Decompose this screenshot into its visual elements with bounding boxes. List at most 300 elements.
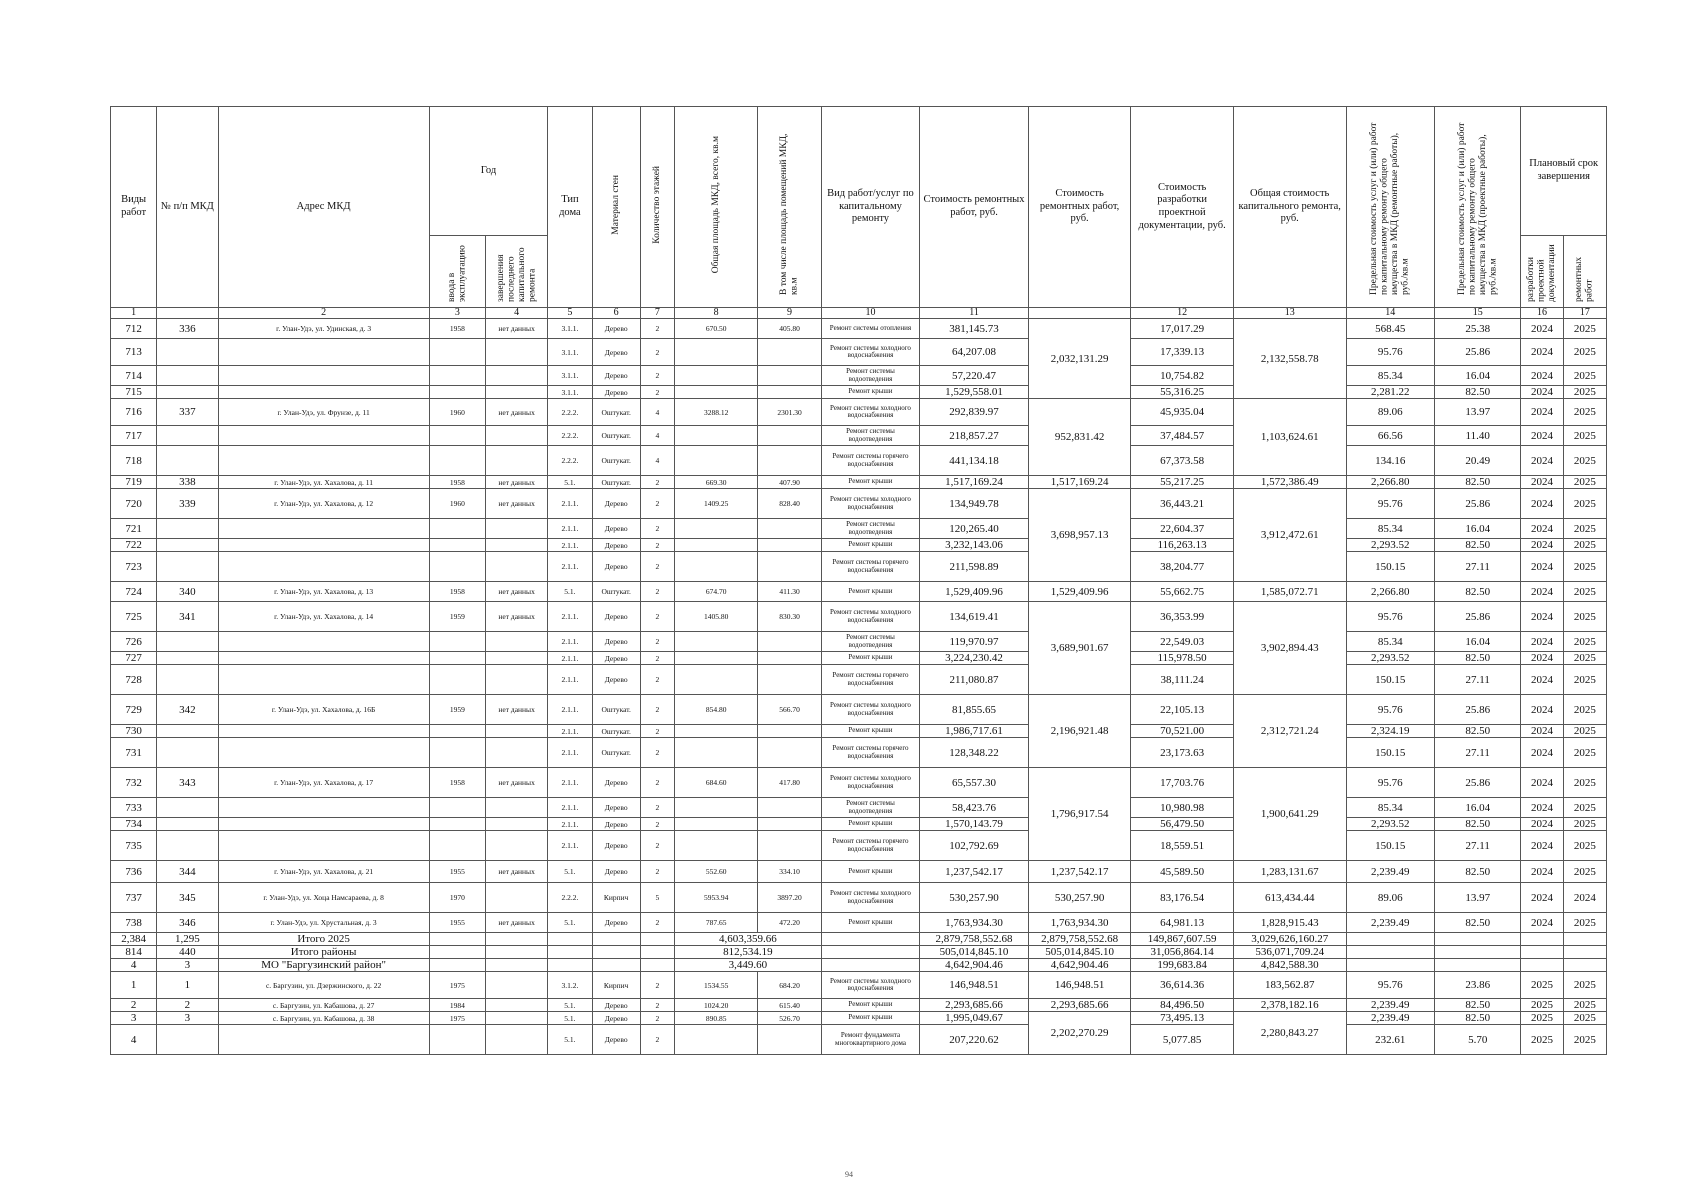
column-number: 12	[1131, 308, 1234, 319]
table-cell: Оштукат.	[592, 446, 640, 476]
table-cell: 1409.25	[674, 489, 757, 519]
table-cell	[157, 818, 218, 831]
table-row	[111, 665, 1607, 695]
table-cell: 530,257.90	[920, 883, 1029, 913]
table-cell: 417.80	[758, 768, 821, 798]
table-cell: 45,935.04	[1131, 399, 1234, 426]
table-cell: Дерево	[592, 602, 640, 632]
totals-label: Итого 2025	[218, 933, 429, 946]
table-cell: Ремонт системы холодного водоснабжения	[821, 883, 920, 913]
table-cell: 1,828,915.43	[1233, 913, 1346, 933]
table-cell: 2025	[1563, 818, 1606, 831]
header-srok-rem: ремонтных работ	[1563, 236, 1606, 308]
table-cell: 119,970.97	[920, 632, 1029, 652]
table-cell: 95.76	[1346, 768, 1434, 798]
table-cell	[758, 738, 821, 768]
table-cell	[674, 725, 757, 738]
table-cell: 2024	[1521, 913, 1563, 933]
table-cell: Ремонт крыши	[821, 386, 920, 399]
table-cell: 732	[111, 768, 157, 798]
table-cell: 85.34	[1346, 798, 1434, 818]
table-cell	[157, 798, 218, 818]
column-number: 11	[920, 308, 1029, 319]
table-cell: 2	[640, 999, 674, 1012]
table-row	[111, 768, 1607, 798]
table-cell: 2.1.1.	[548, 695, 592, 725]
table-cell	[674, 519, 757, 539]
table-cell	[157, 386, 218, 399]
table-cell: 2024	[1521, 768, 1563, 798]
table-cell: 2024	[1521, 725, 1563, 738]
totals-row	[111, 933, 1607, 946]
table-cell: 2025	[1563, 1025, 1606, 1055]
table-cell: нет данных	[485, 695, 547, 725]
table-row	[111, 602, 1607, 632]
table-cell: Дерево	[592, 999, 640, 1012]
table-cell: Ремонт крыши	[821, 818, 920, 831]
table-cell	[218, 725, 429, 738]
table-cell	[758, 725, 821, 738]
table-cell: 2024	[1521, 602, 1563, 632]
table-cell: Ремонт системы холодного водоснабжения	[821, 695, 920, 725]
table-row	[111, 399, 1607, 426]
table-row	[111, 339, 1607, 366]
table-row	[111, 552, 1607, 582]
table-cell	[157, 446, 218, 476]
table-cell: 82.50	[1434, 1012, 1520, 1025]
table-cell: Дерево	[592, 632, 640, 652]
column-number: 5	[548, 308, 592, 319]
table-cell: 5.1.	[548, 582, 592, 602]
table-cell: Дерево	[592, 1025, 640, 1055]
column-number: 6	[592, 308, 640, 319]
table-cell: 2.2.2.	[548, 426, 592, 446]
table-cell	[674, 386, 757, 399]
table-cell: 336	[157, 319, 218, 339]
table-cell: 2,239.49	[1346, 999, 1434, 1012]
table-cell: Ремонт крыши	[821, 652, 920, 665]
table-cell: 2.1.1.	[548, 665, 592, 695]
table-cell: 1	[157, 972, 218, 999]
table-cell: с. Баргузин, ул. Кабашова, д. 27	[218, 999, 429, 1012]
totals-empty	[548, 933, 592, 946]
table-cell: 2	[640, 1025, 674, 1055]
table-cell: 2	[640, 768, 674, 798]
table-cell: 89.06	[1346, 399, 1434, 426]
table-cell: 292,839.97	[920, 399, 1029, 426]
totals-total: 536,071,709.24	[1233, 946, 1346, 959]
table-row	[111, 883, 1607, 913]
table-cell: 1,570,143.79	[920, 818, 1029, 831]
table-cell: 735	[111, 831, 157, 861]
table-cell: 218,857.27	[920, 426, 1029, 446]
table-cell	[429, 519, 485, 539]
table-cell: 13.97	[1434, 883, 1520, 913]
table-cell	[674, 798, 757, 818]
table-cell	[218, 386, 429, 399]
table-cell: 1959	[429, 695, 485, 725]
table-cell: 1,283,131.67	[1233, 861, 1346, 883]
table-cell: 27.11	[1434, 738, 1520, 768]
totals-total: 3,029,626,160.27	[1233, 933, 1346, 946]
table-cell: 2.1.1.	[548, 831, 592, 861]
table-cell	[157, 519, 218, 539]
table-cell: 2025	[1563, 695, 1606, 725]
table-cell: 2.1.1.	[548, 652, 592, 665]
table-cell: 2025	[1563, 1012, 1606, 1025]
table-cell: 2024	[1521, 665, 1563, 695]
table-cell: 1,572,386.49	[1233, 476, 1346, 489]
table-cell: 1958	[429, 582, 485, 602]
table-cell: 411.30	[758, 582, 821, 602]
table-cell: 1960	[429, 399, 485, 426]
table-cell: 207,220.62	[920, 1025, 1029, 1055]
table-cell: 2	[111, 999, 157, 1012]
table-cell	[485, 552, 547, 582]
totals-empty	[429, 959, 485, 972]
column-number-row	[111, 308, 1607, 319]
column-number: 9	[758, 308, 821, 319]
table-cell	[429, 652, 485, 665]
table-cell: 150.15	[1346, 831, 1434, 861]
table-cell	[485, 446, 547, 476]
totals-empty	[548, 946, 592, 959]
table-cell: 102,792.69	[920, 831, 1029, 861]
table-cell: 27.11	[1434, 665, 1520, 695]
totals-area: 812,534.19	[674, 946, 821, 959]
table-cell	[429, 539, 485, 552]
table-cell: 3.1.1.	[548, 366, 592, 386]
totals-area: 3,449.60	[674, 959, 821, 972]
table-cell: 18,559.51	[1131, 831, 1234, 861]
table-cell	[157, 632, 218, 652]
table-cell	[674, 831, 757, 861]
table-cell: Ремонт системы горячего водоснабжения	[821, 738, 920, 768]
table-cell: 2025	[1521, 972, 1563, 999]
table-cell	[157, 652, 218, 665]
table-cell: Дерево	[592, 818, 640, 831]
table-cell: 84,496.50	[1131, 999, 1234, 1012]
table-cell: 2025	[1563, 913, 1606, 933]
table-cell: 2	[640, 386, 674, 399]
table-cell: 613,434.44	[1233, 883, 1346, 913]
table-cell: 17,017.29	[1131, 319, 1234, 339]
table-cell: 2,032,131.29	[1028, 319, 1131, 399]
table-cell: 3,912,472.61	[1233, 489, 1346, 582]
table-cell: г. Улан-Удэ, ул. Хахалова, д. 11	[218, 476, 429, 489]
table-cell	[485, 426, 547, 446]
totals-proekt: 199,683.84	[1131, 959, 1234, 972]
table-cell: 340	[157, 582, 218, 602]
totals-empty	[640, 946, 674, 959]
table-cell: 95.76	[1346, 602, 1434, 632]
table-cell: Оштукат.	[592, 725, 640, 738]
table-cell: 381,145.73	[920, 319, 1029, 339]
totals-area: 4,603,359.66	[674, 933, 821, 946]
table-row	[111, 725, 1607, 738]
table-cell: 730	[111, 725, 157, 738]
table-cell: 2	[640, 738, 674, 768]
table-cell: 1970	[429, 883, 485, 913]
table-row	[111, 738, 1607, 768]
table-cell: Дерево	[592, 1012, 640, 1025]
table-cell: 2024	[1521, 366, 1563, 386]
table-cell: 669.30	[674, 476, 757, 489]
table-cell: 89.06	[1346, 883, 1434, 913]
header-tip-doma: Тип дома	[548, 107, 592, 308]
table-cell	[674, 665, 757, 695]
table-cell: 2	[640, 665, 674, 695]
table-cell: 2024	[1521, 446, 1563, 476]
totals-empty	[1434, 946, 1520, 959]
table-cell	[157, 366, 218, 386]
table-cell: 11.40	[1434, 426, 1520, 446]
capital-repair-table	[110, 106, 1607, 1055]
table-row	[111, 489, 1607, 519]
table-cell: 17,339.13	[1131, 339, 1234, 366]
table-cell: 552.60	[674, 861, 757, 883]
totals-empty	[548, 959, 592, 972]
table-cell	[674, 339, 757, 366]
table-cell	[218, 426, 429, 446]
table-cell: 57,220.47	[920, 366, 1029, 386]
table-cell: 441,134.18	[920, 446, 1029, 476]
table-cell: Ремонт крыши	[821, 861, 920, 883]
table-cell: 82.50	[1434, 913, 1520, 933]
table-row	[111, 913, 1607, 933]
table-cell	[758, 366, 821, 386]
table-cell	[429, 552, 485, 582]
table-body	[111, 308, 1607, 1055]
table-cell: 211,080.87	[920, 665, 1029, 695]
table-cell: 36,614.36	[1131, 972, 1234, 999]
table-cell: 1,237,542.17	[1028, 861, 1131, 883]
table-cell: 2,293.52	[1346, 818, 1434, 831]
table-cell	[157, 665, 218, 695]
table-cell: 717	[111, 426, 157, 446]
table-cell: 2024	[1521, 738, 1563, 768]
column-number: 3	[429, 308, 485, 319]
table-cell: 5	[640, 883, 674, 913]
table-cell: 1534.55	[674, 972, 757, 999]
totals-empty	[1563, 946, 1606, 959]
column-number: 7	[640, 308, 674, 319]
table-cell: 2	[640, 1012, 674, 1025]
table-cell: Ремонт системы горячего водоснабжения	[821, 665, 920, 695]
table-cell: 2024	[1521, 652, 1563, 665]
table-cell	[157, 831, 218, 861]
table-cell	[157, 725, 218, 738]
table-cell: 719	[111, 476, 157, 489]
table-cell: 2.1.1.	[548, 552, 592, 582]
totals-empty	[485, 946, 547, 959]
table-cell: 4	[111, 1025, 157, 1055]
table-cell: 684.60	[674, 768, 757, 798]
table-cell: 66.56	[1346, 426, 1434, 446]
table-cell: 5,077.85	[1131, 1025, 1234, 1055]
table-cell: 3.1.1.	[548, 319, 592, 339]
table-cell: 2025	[1563, 632, 1606, 652]
table-cell: Оштукат.	[592, 399, 640, 426]
table-cell: Кирпич	[592, 972, 640, 999]
table-cell: 2024	[1521, 319, 1563, 339]
table-cell	[429, 798, 485, 818]
header-etazhey: Количество этажей	[640, 107, 674, 308]
table-cell: 2,293,685.66	[920, 999, 1029, 1012]
header-material: Материал стен	[592, 107, 640, 308]
table-cell: 2	[640, 861, 674, 883]
table-cell: 16.04	[1434, 798, 1520, 818]
table-cell: 2025	[1563, 539, 1606, 552]
table-cell: с. Баргузин, ул. Кабашова, д. 38	[218, 1012, 429, 1025]
table-cell: 684.20	[758, 972, 821, 999]
totals-rem: 505,014,845.10	[920, 946, 1029, 959]
table-row	[111, 632, 1607, 652]
table-cell: 81,855.65	[920, 695, 1029, 725]
table-cell: 2025	[1563, 476, 1606, 489]
table-cell	[218, 339, 429, 366]
table-cell: 83,176.54	[1131, 883, 1234, 913]
table-cell: 38,204.77	[1131, 552, 1234, 582]
table-cell	[674, 446, 757, 476]
table-cell: 2024	[1521, 831, 1563, 861]
table-cell	[674, 738, 757, 768]
table-cell: 3,232,143.06	[920, 539, 1029, 552]
column-number: 16	[1521, 308, 1563, 319]
table-cell: 729	[111, 695, 157, 725]
table-cell: нет данных	[485, 602, 547, 632]
table-cell: 2	[640, 489, 674, 519]
table-cell: 2024	[1521, 386, 1563, 399]
table-cell: 85.34	[1346, 366, 1434, 386]
table-row	[111, 386, 1607, 399]
table-cell	[429, 725, 485, 738]
table-cell	[758, 665, 821, 695]
table-cell: г. Улан-Удэ, ул. Удинская, д. 3	[218, 319, 429, 339]
table-cell: 566.70	[758, 695, 821, 725]
table-cell: 2024	[1521, 426, 1563, 446]
table-cell: 1,517,169.24	[1028, 476, 1131, 489]
totals-empty	[429, 933, 485, 946]
table-cell: 2,196,921.48	[1028, 695, 1131, 768]
table-cell: Ремонт крыши	[821, 582, 920, 602]
header-obshaya-ploshad: Общая площадь МКД, всего, кв.м	[674, 107, 757, 308]
table-cell: 5.1.	[548, 861, 592, 883]
totals-label: МО "Баргузинский район"	[218, 959, 429, 972]
table-cell	[218, 632, 429, 652]
table-cell: 37,484.57	[1131, 426, 1234, 446]
table-cell	[157, 738, 218, 768]
table-cell: Дерево	[592, 831, 640, 861]
table-row	[111, 446, 1607, 476]
table-cell: 2,266.80	[1346, 582, 1434, 602]
table-cell: 23,173.63	[1131, 738, 1234, 768]
column-number: 17	[1563, 308, 1606, 319]
header-v-tom-chisle: В том числе площадь помещений МКД, кв.м	[758, 107, 821, 308]
table-cell	[218, 552, 429, 582]
table-cell: 2	[640, 831, 674, 861]
table-cell	[485, 883, 547, 913]
table-cell: 2	[640, 366, 674, 386]
table-cell	[157, 539, 218, 552]
table-cell: Дерево	[592, 489, 640, 519]
table-cell: г. Улан-Удэ, ул. Хахалова, д. 13	[218, 582, 429, 602]
table-row	[111, 582, 1607, 602]
table-cell: 2.2.2.	[548, 883, 592, 913]
table-cell: г. Улан-Удэ, ул. Хрустальная, д. 3	[218, 913, 429, 933]
table-cell: 3,698,957.13	[1028, 489, 1131, 582]
table-cell	[157, 552, 218, 582]
table-cell: 82.50	[1434, 999, 1520, 1012]
table-cell: 85.34	[1346, 519, 1434, 539]
table-row	[111, 426, 1607, 446]
table-cell: 568.45	[1346, 319, 1434, 339]
table-cell: 2,378,182.16	[1233, 999, 1346, 1012]
table-cell: 5.70	[1434, 1025, 1520, 1055]
header-pred-st-rem: Предельная стоимость услуг и (или) работ по капитальному ремонту общего имущества в МКД (ремонтные работы), руб./кв.м	[1346, 107, 1434, 308]
table-cell: Дерево	[592, 665, 640, 695]
table-cell: 55,217.25	[1131, 476, 1234, 489]
table-cell: Дерево	[592, 768, 640, 798]
table-cell: 82.50	[1434, 861, 1520, 883]
table-cell: Ремонт системы водоотведения	[821, 426, 920, 446]
table-cell: 95.76	[1346, 972, 1434, 999]
totals-empty	[640, 933, 674, 946]
table-cell: 2.1.1.	[548, 632, 592, 652]
table-cell: 82.50	[1434, 539, 1520, 552]
table-cell: Кирпич	[592, 883, 640, 913]
table-cell: 737	[111, 883, 157, 913]
table-cell: 2,132,558.78	[1233, 319, 1346, 399]
table-cell: 1955	[429, 913, 485, 933]
totals-c2: 1,295	[157, 933, 218, 946]
table-cell: Ремонт крыши	[821, 725, 920, 738]
table-cell: 232.61	[1346, 1025, 1434, 1055]
column-number: 4	[485, 308, 547, 319]
table-cell	[429, 738, 485, 768]
table-cell: 343	[157, 768, 218, 798]
table-cell: 2	[640, 539, 674, 552]
totals-empty	[821, 933, 920, 946]
table-cell: 721	[111, 519, 157, 539]
table-row	[111, 861, 1607, 883]
totals-empty	[485, 933, 547, 946]
totals-row	[111, 946, 1607, 959]
totals-empty	[1521, 946, 1563, 959]
table-cell: 787.65	[674, 913, 757, 933]
table-cell: 58,423.76	[920, 798, 1029, 818]
table-cell: 1958	[429, 768, 485, 798]
table-cell: Ремонт системы холодного водоснабжения	[821, 339, 920, 366]
totals-proekt: 31,056,864.14	[1131, 946, 1234, 959]
table-cell	[485, 972, 547, 999]
totals-empty	[640, 959, 674, 972]
table-cell: 334.10	[758, 861, 821, 883]
table-cell	[429, 665, 485, 695]
table-cell: 5.1.	[548, 999, 592, 1012]
table-cell: 723	[111, 552, 157, 582]
table-cell: 25.86	[1434, 768, 1520, 798]
table-cell: 3.1.1.	[548, 386, 592, 399]
table-cell: 2025	[1563, 386, 1606, 399]
totals-c2: 3	[157, 959, 218, 972]
table-cell: 472.20	[758, 913, 821, 933]
table-cell: 830.30	[758, 602, 821, 632]
table-cell: 2.1.1.	[548, 798, 592, 818]
table-cell: Ремонт системы водоотведения	[821, 798, 920, 818]
page-number: 94	[845, 1170, 853, 1179]
table-cell	[758, 652, 821, 665]
